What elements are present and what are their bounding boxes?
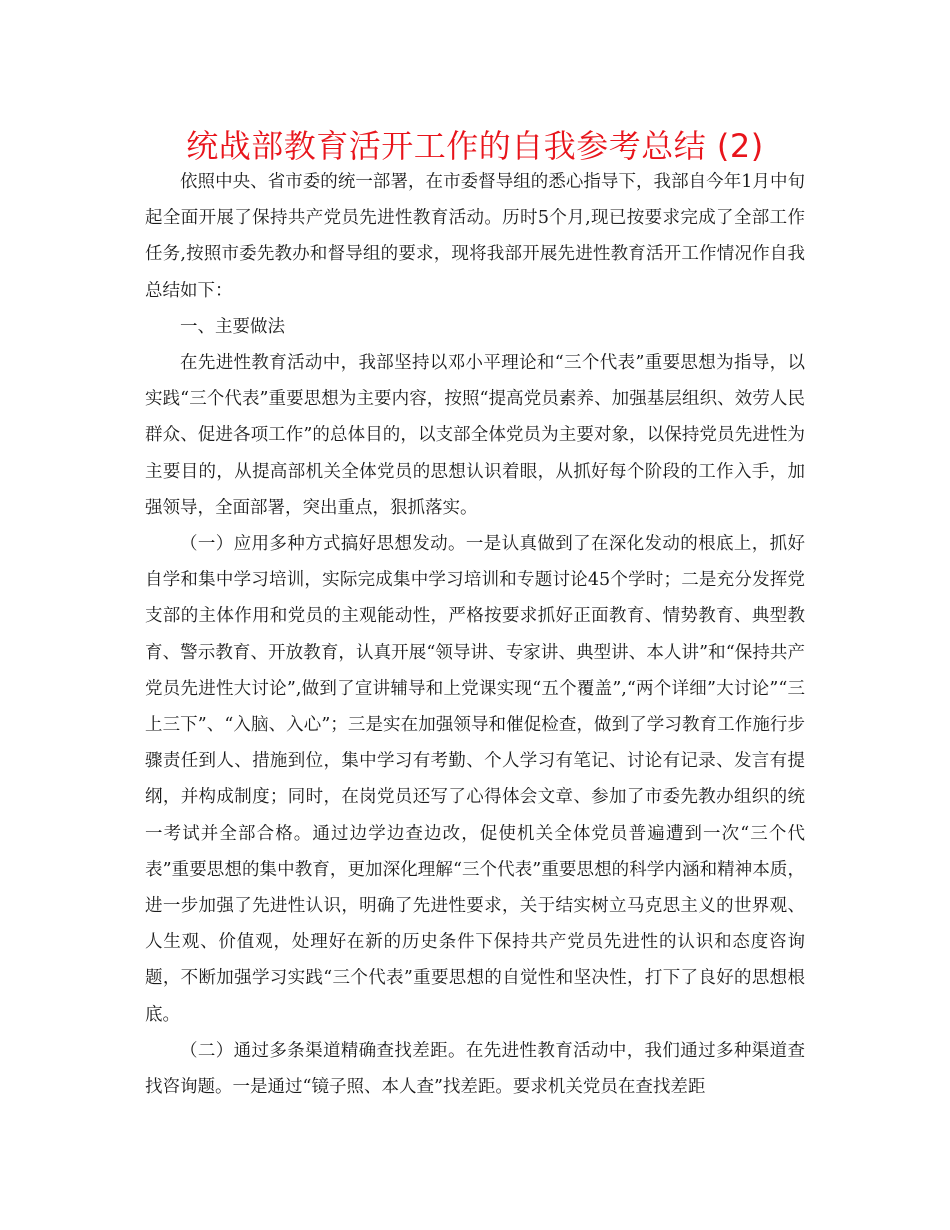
document-title: 统战部教育活开工作的自我参考总结 (2) — [186, 127, 764, 165]
paragraph-part-two: （二）通过多条渠道精确查找差距。在先进性教育活动中，我们通过多种渠道查找咨询题。一是通过“镜子照、本人查”找差距。要求机关党员在查找差距 — [145, 1040, 805, 1098]
section-heading-main-practices: 一、主要做法 — [180, 316, 285, 337]
document-body — [145, 164, 805, 1105]
paragraph-overview: 在先进性教育活动中，我部坚持以邓小平理论和“三个代表”重要思想为指导，以实践“三个代表”重要思想为主要内容，按照“提高党员素养、加强基层组织、效劳人民群众、促进各项工作”的总体目的，以支部全体党员为主要对象，以保持党员先进性为主要目的，从提高部机关全体党员的思想认识着眼，从抓好每个阶段的工作入手，加强领导，全面部署，突出重点，狠抓落实。 — [145, 353, 805, 518]
paragraph-part-one: （一）应用多种方式搞好思想发动。一是认真做到了在深化发动的根底上，抓好自学和集中学习培训，实际完成集中学习培训和专题讨论45个学时；二是充分发挥党支部的主体作用和党员的主观能动性，严格按要求抓好正面教育、情势教育、典型教育、警示教育、开放教育，认真开展“领导讲、专家讲、典型讲、本人讲”和“保持共产党员先进性大讨论”,做到了宣讲辅导和上党课实现“五个覆盖”,“两个详细”大讨论”“三上三下”、“入脑、入心”；三是实在加强领导和催促检查，做到了学习教育工作施行步骤责任到人、措施到位，集中学习有考勤、个人学习有笔记、讨论有记录、发言有提纲，并构成制度；同时，在岗党员还写了心得体会文章、参加了市委先教办组织的统一考试并全部合格。通过边学边查边改，促使机关全体党员普遍遭到一次“三个代表”重要思想的集中教育，更加深化理解“三个代表”重要思想的科学内涵和精神本质，进一步加强了先进性认识，明确了先进性要求，关于结实树立马克思主义的世界观、人生观、价值观，处理好在新的历史条件下保持共产党员先进性的认识和态度咨询题，不断加强学习实践“三个代表”重要思想的自觉性和坚决性，打下了良好的思想根底。 — [145, 534, 805, 1025]
paragraph-intro: 依照中央、省市委的统一部署，在市委督导组的悉心指导下，我部自今年1月中旬起全面开展了保持共产党员先进性教育活动。历时5个月,现已按要求完成了全部工作任务,按照市委先教办和督导组的要求，现将我部开展先进性教育活开工作情况作自我总结如下： — [145, 172, 805, 301]
